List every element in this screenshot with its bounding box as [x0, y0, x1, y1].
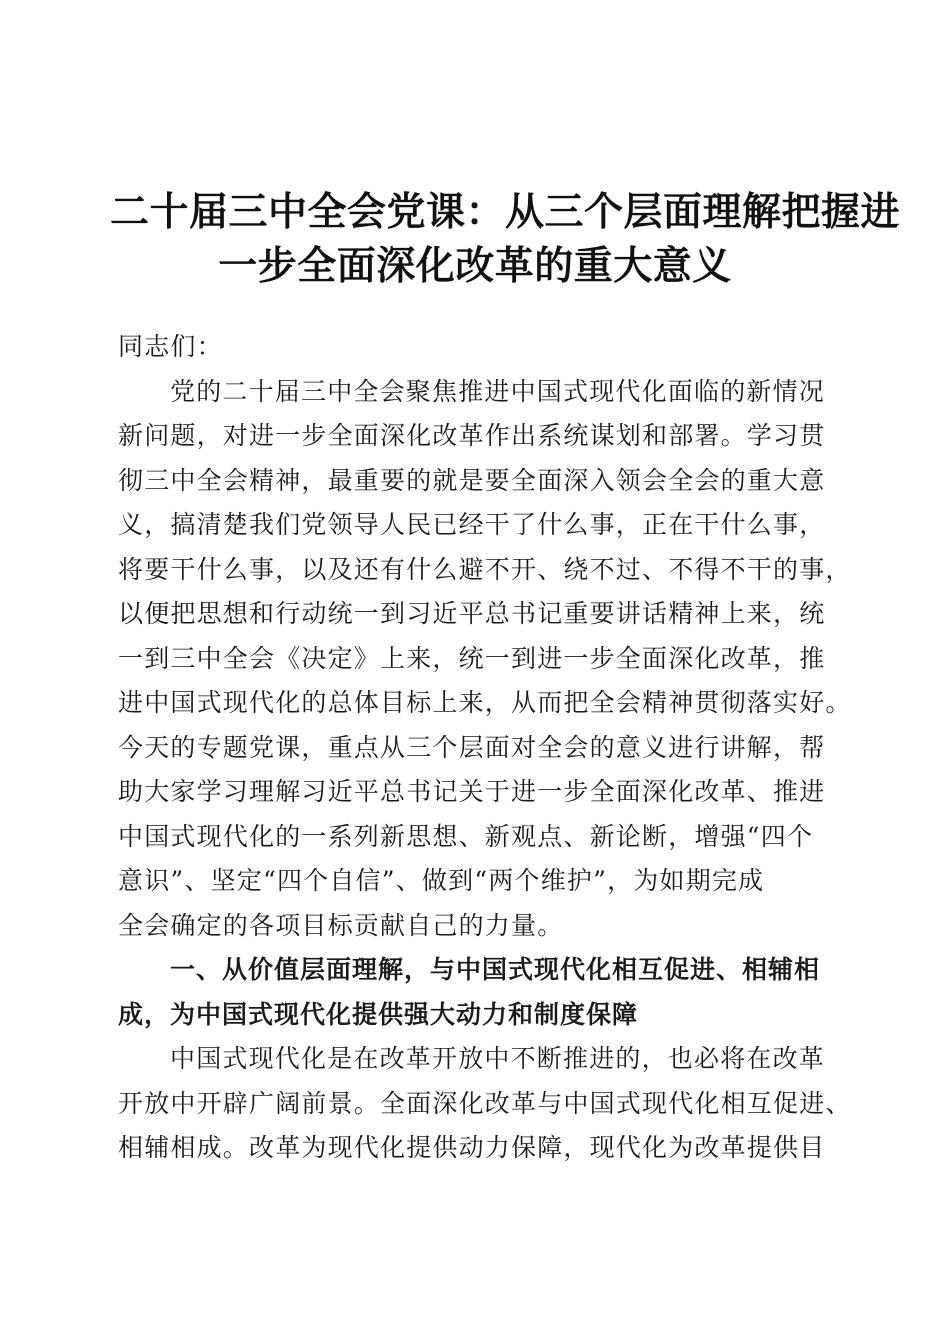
document-body	[118, 325, 852, 1171]
intro-paragraph	[118, 370, 852, 949]
title-line: 一步全面深化改革的重大意义	[218, 244, 732, 289]
section-heading	[118, 948, 830, 1037]
title-line: 二十届三中全会党课：从三个层面理解把握进	[110, 190, 901, 235]
paragraph-line: 以便把思想和行动统一到习近平总书记重要讲话精神上来，统	[118, 599, 826, 628]
heading-line: 一、从价值层面理解，与中国式现代化相互促进、相辅相	[170, 955, 821, 984]
paragraph-line: 全会确定的各项目标贡献自己的力量。	[118, 910, 564, 940]
document-title	[110, 186, 901, 294]
paragraph-line: 新问题，对进一步全面深化改革作出系统谋划和部署。学习贯	[118, 421, 826, 450]
paragraph-line: 彻三中全会精神，最重要的就是要全面深入领会全会的重大意	[118, 465, 826, 495]
paragraph-line: 义，搞清楚我们党领导人民已经干了什么事，正在干什么事，	[118, 510, 826, 539]
paragraph-line: 意识”、坚定“四个自信”、做到“两个维护”，为如期完成	[118, 866, 765, 895]
paragraph-line: 将要干什么事，以及还有什么避不开、绕不过、不得不干的事，	[118, 554, 852, 584]
paragraph-line: 开放中开辟广阔前景。全面深化改革与中国式现代化相互促进、	[118, 1088, 852, 1118]
paragraph-line: 助大家学习理解习近平总书记关于进一步全面深化改革、推进	[118, 777, 826, 806]
paragraph-line: 中国式现代化的一系列新思想、新观点、新论断，增强“四个	[118, 821, 814, 851]
paragraph-line: 一到三中全会《决定》上来，统一到进一步全面深化改革，推	[118, 643, 826, 673]
section-paragraph	[118, 1037, 852, 1171]
paragraph-line: 党的二十届三中全会聚焦推进中国式现代化面临的新情况	[170, 376, 826, 406]
paragraph-line: 相辅相成。改革为现代化提供动力保障，现代化为改革提供目	[118, 1133, 826, 1162]
heading-line: 成，为中国式现代化提供强大动力和制度保障	[118, 999, 639, 1029]
paragraph-line: 中国式现代化是在改革开放中不断推进的，也必将在改革	[170, 1044, 826, 1073]
paragraph-line: 进中国式现代化的总体目标上来，从而把全会精神贯彻落实好。	[118, 688, 852, 717]
greeting: 同志们：	[118, 332, 223, 361]
paragraph-line: 今天的专题党课，重点从三个层面对全会的意义进行讲解，帮	[118, 732, 826, 762]
